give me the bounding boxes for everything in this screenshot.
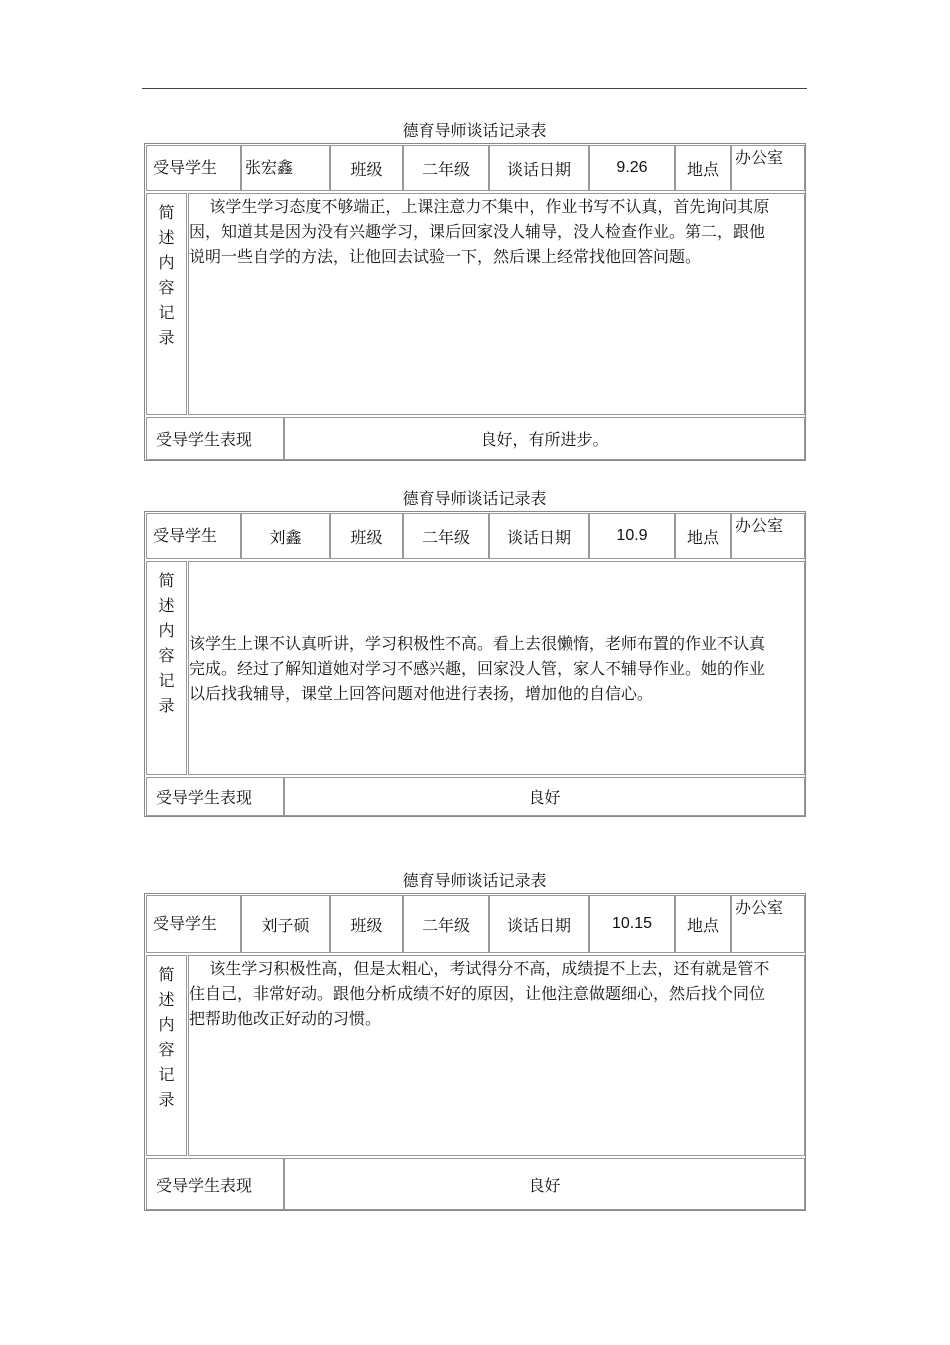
summary-text: 该生学习积极性高，但是太粗心，考试得分不高，成绩提不上去，还有就是管不住自己，非常好动。跟他分析成绩不好的原因，让他注意做题细心，然后找个同位把帮助他改正好动的习惯。: [189, 959, 770, 1028]
record-form: [144, 511, 806, 817]
class-label: 班级: [330, 513, 403, 559]
class-value: 二年级: [403, 895, 489, 953]
place-value: 办公室: [731, 145, 805, 191]
record-form: [144, 143, 806, 461]
class-label: 班级: [330, 895, 403, 953]
class-label: 班级: [330, 145, 403, 191]
performance-value: 良好: [284, 777, 805, 816]
summary-text: 该学生上课不认真听讲，学习积极性不高。看上去很懒惰，老师布置的作业不认真完成。经过了解知道她对学习不感兴趣，回家没人管，家人不辅导作业。她的作业以后找我辅导，课堂上回答问题对他进行表扬，增加他的自信心。: [189, 633, 766, 703]
student-name: 刘鑫: [241, 513, 330, 559]
summary-label: 简述内容记录: [158, 571, 175, 715]
place-value: 办公室: [731, 513, 805, 559]
summary-label-cell: [146, 955, 187, 1156]
performance-label: 受导学生表现: [146, 417, 284, 460]
summary-content-cell: [188, 955, 805, 1156]
summary-label-cell: [146, 193, 187, 415]
class-value: 二年级: [403, 145, 489, 191]
performance-label: 受导学生表现: [146, 777, 284, 816]
summary-content-cell: [188, 193, 805, 415]
place-value: 办公室: [731, 895, 805, 953]
form-title: 德育导师谈话记录表: [402, 871, 547, 890]
date-value: 10.9: [589, 513, 675, 559]
performance-value: 良好，有所进步。: [284, 417, 805, 460]
date-label: 谈话日期: [489, 895, 589, 953]
place-label: 地点: [675, 145, 731, 191]
date-value: 9.26: [589, 145, 675, 191]
student-label: 受导学生: [146, 145, 241, 191]
date-value: 10.15: [589, 895, 675, 953]
summary-content-cell: [188, 561, 805, 775]
summary-text: 该学生学习态度不够端正，上课注意力不集中，作业书写不认真，首先询问其原因，知道其是因为没有兴趣学习，课后回家没人辅导，没人检查作业。第二，跟他说明一些自学的方法，让他回去试验一下，然后课上经常找他回答问题。: [189, 197, 770, 266]
student-label: 受导学生: [146, 895, 241, 953]
date-label: 谈话日期: [489, 513, 589, 559]
performance-label: 受导学生表现: [146, 1158, 284, 1210]
top-divider: [142, 88, 807, 89]
class-value: 二年级: [403, 513, 489, 559]
student-name: 刘子硕: [241, 895, 330, 953]
form-title: 德育导师谈话记录表: [402, 489, 547, 508]
place-label: 地点: [675, 513, 731, 559]
summary-label: 简述内容记录: [158, 203, 175, 347]
place-label: 地点: [675, 895, 731, 953]
performance-value: 良好: [284, 1158, 805, 1210]
student-name: 张宏鑫: [241, 145, 330, 191]
form-title: 德育导师谈话记录表: [402, 121, 547, 140]
summary-label-cell: [146, 561, 187, 775]
student-label: 受导学生: [146, 513, 241, 559]
summary-label: 简述内容记录: [158, 965, 175, 1109]
record-form: [144, 893, 806, 1211]
date-label: 谈话日期: [489, 145, 589, 191]
